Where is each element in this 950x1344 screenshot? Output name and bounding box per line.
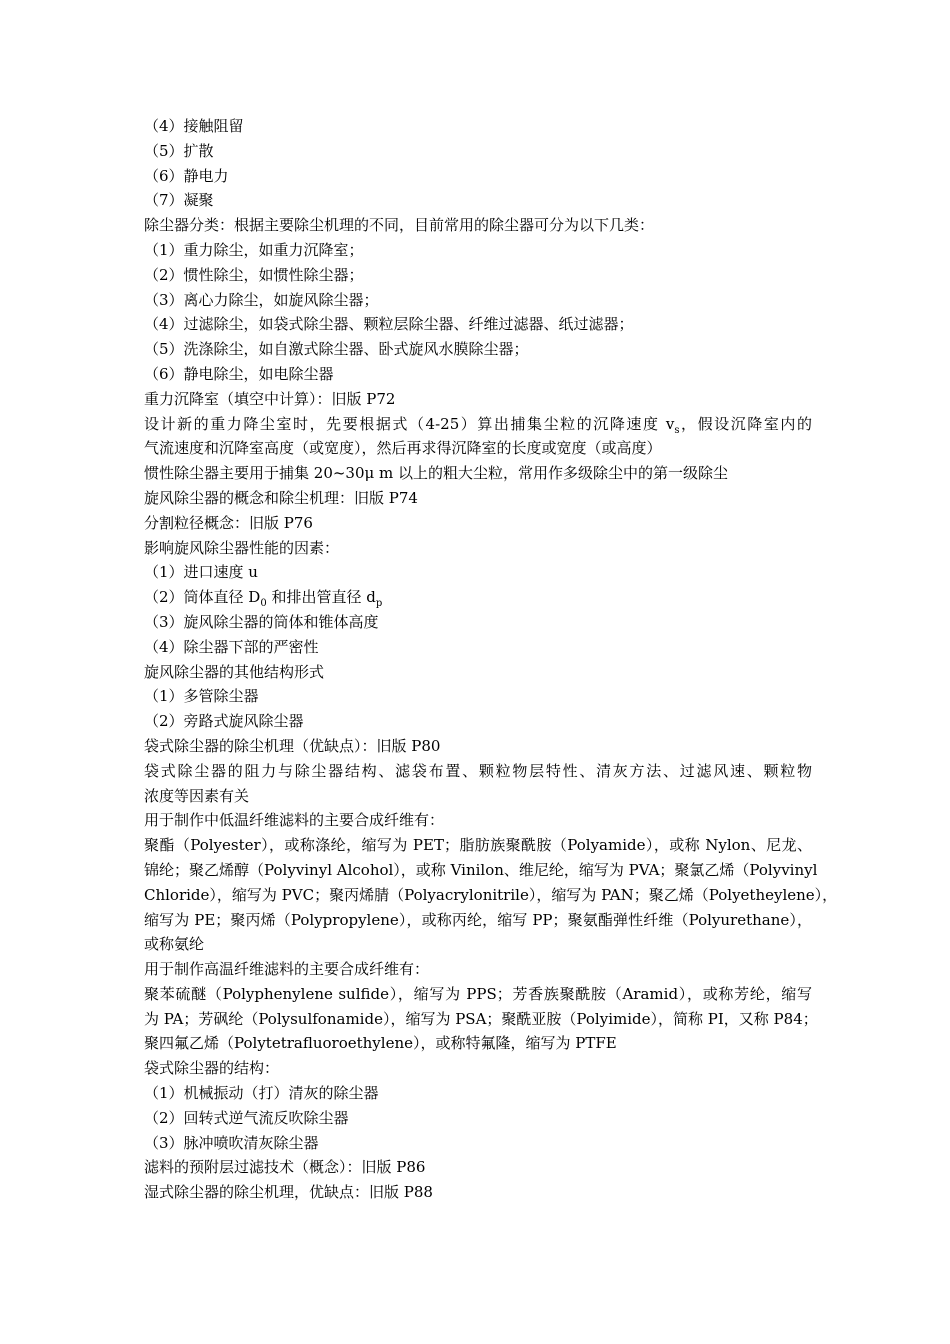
text-line: 聚四氟乙烯（Polytetrafluoroethylene），或称特氟隆，缩写为 PTFE	[144, 1034, 617, 1053]
text-line: 影响旋风除尘器性能的因素：	[144, 538, 340, 557]
text-line: 缩写为 PE；聚丙烯（Polypropylene），或称丙纶，缩写 PP；聚氨酯弹性纤维（Polyurethane），	[144, 910, 812, 929]
text-line: （4）过滤除尘，如袋式除尘器、颗粒层除尘器、纤维过滤器、纸过滤器；	[144, 315, 634, 334]
text-line: 分割粒径概念：旧版 P76	[144, 513, 313, 532]
text-line: 聚酯（Polyester），或称涤纶，缩写为 PET；脂肪族聚酰胺（Polyamide），或称 Nylon、尼龙、	[144, 836, 812, 855]
text-segment: 设计新的重力降尘室时，先要根据式（4-25）算出捕集尘粒的沉降速度 v	[144, 414, 675, 433]
text-line: 为 PA；芳砜纶（Polysulfonamide），缩写为 PSA；聚酰亚胺（Polyimide），简称 PI，又称 P84；	[144, 1009, 818, 1028]
text-line: 用于制作中低温纤维滤料的主要合成纤维有：	[144, 811, 445, 830]
text-line: 旋风除尘器的其他结构形式	[144, 662, 325, 681]
text-line: 惯性除尘器主要用于捕集 20~30μ m 以上的粗大尘粒，常用作多级除尘中的第一级除尘	[144, 464, 729, 483]
subscript: p	[375, 598, 383, 610]
subscript: s	[674, 424, 680, 436]
text-line: 除尘器分类：根据主要除尘机理的不同，目前常用的除尘器可分为以下几类：	[144, 216, 655, 235]
text-line: （3）脉冲喷吹清灰除尘器	[144, 1133, 319, 1152]
text-line: 袋式除尘器的阻力与除尘器结构、滤袋布置、颗粒物层特性、清灰方法、过滤风速、颗粒物	[144, 761, 812, 780]
text-line: （5）洗涤除尘，如自激式除尘器、卧式旋风水膜除尘器；	[144, 340, 529, 359]
text-line: （3）旋风除尘器的筒体和锥体高度	[144, 612, 379, 631]
text-line: 用于制作高温纤维滤料的主要合成纤维有：	[144, 960, 430, 979]
text-line: （1）重力除尘，如重力沉降室；	[144, 240, 364, 259]
text-line: （1）机械振动（打）清灰的除尘器	[144, 1084, 379, 1103]
text-line: 锦纶；聚乙烯醇（Polyvinyl Alcohol），或称 Vinilon、维尼纶，缩写为 PVA；聚氯乙烯（Polyvinyl	[144, 860, 818, 879]
text-segment: ，假设沉降室内的	[679, 414, 812, 433]
text-line: （4）除尘器下部的严密性	[144, 637, 319, 656]
text-line: 湿式除尘器的除尘机理，优缺点：旧版 P88	[144, 1183, 433, 1202]
text-segment: （2）筒体直径 D	[144, 588, 261, 607]
text-line: （3）离心力除尘，如旋风除尘器；	[144, 290, 379, 309]
text-line: 重力沉降室（填空中计算）：旧版 P72	[144, 389, 396, 408]
text-line: （4）接触阻留	[144, 117, 244, 135]
text-line: （6）静电除尘，如电除尘器	[144, 364, 334, 383]
text-line: 聚苯硫醚（Polyphenylene sulfide），缩写为 PPS；芳香族聚酰胺（Aramid），或称芳纶，缩写	[144, 984, 812, 1003]
text-line: （2）回转式逆气流反吹除尘器	[144, 1108, 349, 1127]
text-line: （7）凝聚	[144, 191, 214, 210]
text-line: （6）静电力	[144, 166, 229, 185]
text-line: 滤料的预附层过滤技术（概念）：旧版 P86	[144, 1158, 426, 1177]
text-line: 或称氨纶	[144, 935, 205, 954]
text-line: Chloride），缩写为 PVC；聚丙烯腈（Polyacrylonitrile），缩写为 PAN；聚乙烯（Polyetheylene），	[144, 885, 838, 904]
text-line: 袋式除尘器的结构：	[144, 1059, 280, 1078]
text-line: 浓度等因素有关	[144, 786, 250, 805]
text-line: （2）旁路式旋风除尘器	[144, 712, 304, 731]
text-line: 旋风除尘器的概念和除尘机理：旧版 P74	[144, 488, 418, 507]
subscript: 0	[260, 598, 267, 610]
text-line	[144, 585, 812, 610]
text-line: 袋式除尘器的除尘机理（优缺点）：旧版 P80	[144, 736, 441, 755]
text-line: （5）扩散	[144, 141, 214, 160]
document-body	[144, 114, 838, 1205]
text-line: （2）惯性除尘，如惯性除尘器；	[144, 265, 364, 284]
text-line	[144, 412, 812, 437]
text-line: （1）进口速度 u	[144, 563, 258, 582]
text-line: 气流速度和沉降室高度（或宽度），然后再求得沉降室的长度或宽度（或高度）	[144, 439, 662, 458]
text-line: （1）多管除尘器	[144, 687, 259, 706]
text-segment: 和排出管直径 d	[266, 588, 376, 607]
